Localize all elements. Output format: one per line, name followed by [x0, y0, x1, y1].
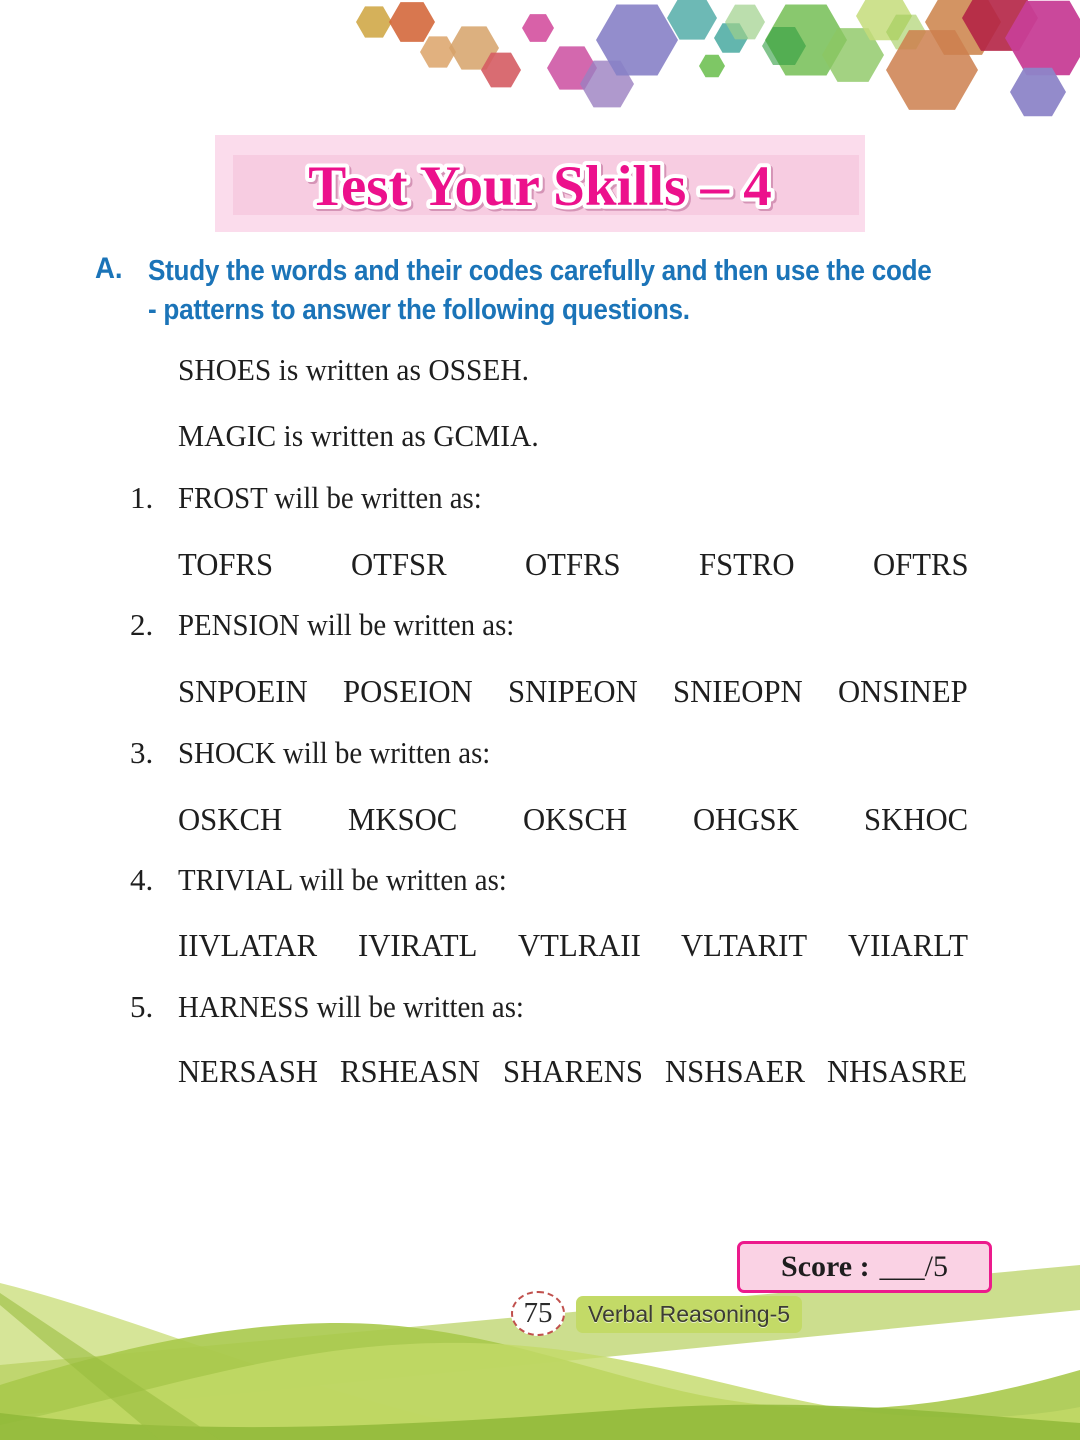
option: OTFRS: [525, 546, 622, 582]
option: POSEION: [342, 673, 473, 709]
question-4-number: 4.: [130, 862, 154, 897]
question-4-text: TRIVIAL will be written as:: [178, 862, 507, 897]
question-2-number: 2.: [130, 607, 154, 642]
option: OTFSR: [351, 546, 448, 582]
option: FSTRO: [699, 546, 795, 582]
score-total: /5: [924, 1250, 948, 1283]
option: VTLRAII: [518, 927, 641, 963]
question-2-text: PENSION will be written as:: [178, 607, 515, 642]
option: MKSOC: [347, 801, 458, 837]
option: OFTRS: [873, 546, 969, 582]
question-5-text: HARNESS will be written as:: [178, 989, 524, 1024]
option: SKHOC: [864, 801, 969, 837]
section-instruction: [148, 252, 1045, 330]
option: NSHSAER: [664, 1053, 805, 1089]
score-box: [737, 1241, 992, 1293]
option: IIVLATAR: [178, 927, 318, 963]
question-5-options: [178, 1053, 973, 1090]
section-heading: [95, 252, 1045, 330]
section-label: A.: [95, 252, 123, 285]
question-3-number: 3.: [130, 735, 154, 770]
question-1-number: 1.: [130, 480, 154, 515]
title-banner: [215, 135, 865, 232]
option: SNIPEON: [507, 673, 638, 709]
option: ONSINEP: [837, 673, 968, 709]
option: SNIEOPN: [672, 673, 803, 709]
option: RSHEASN: [340, 1053, 481, 1089]
book-title: Verbal Reasoning-5: [588, 1301, 791, 1327]
code-example-2: MAGIC is written as GCMIA.: [178, 418, 539, 453]
question-3-options: [178, 801, 973, 838]
title-art: [215, 135, 865, 232]
question-3-text: SHOCK will be written as:: [178, 735, 491, 770]
question-1-options: [178, 546, 973, 583]
option: OSKCH: [178, 801, 283, 837]
question-4-options: [178, 927, 973, 964]
code-example-1: SHOES is written as OSSEH.: [178, 352, 529, 387]
hexagon-decoration: [0, 0, 1080, 145]
score-blank-line: ___: [879, 1250, 925, 1283]
option: TOFRS: [178, 546, 274, 582]
option: VIIARLT: [847, 927, 968, 963]
option: NERSASH: [178, 1053, 318, 1089]
question-5-number: 5.: [130, 989, 154, 1024]
option: IVIRATL: [358, 927, 478, 963]
option: VLTARIT: [681, 927, 808, 963]
option: OKSCH: [523, 801, 628, 837]
option: NHSASRE: [827, 1053, 968, 1089]
instruction-line-2: - patterns to answer the following questions.: [148, 294, 690, 326]
option: SNPOEIN: [178, 673, 308, 709]
question-1-text: FROST will be written as:: [178, 480, 482, 515]
option: OHGSK: [692, 801, 799, 837]
score-label: Score :: [781, 1250, 870, 1283]
option: SHARENS: [502, 1053, 643, 1089]
instruction-line-1: Study the words and their codes carefully and then use the code: [148, 255, 932, 287]
page-number-badge: [511, 1291, 565, 1336]
book-title-badge: [576, 1296, 802, 1333]
page-number: 75: [523, 1297, 553, 1329]
question-2-options: [178, 673, 973, 710]
page-title: Test Your Skills – 4: [308, 155, 772, 218]
